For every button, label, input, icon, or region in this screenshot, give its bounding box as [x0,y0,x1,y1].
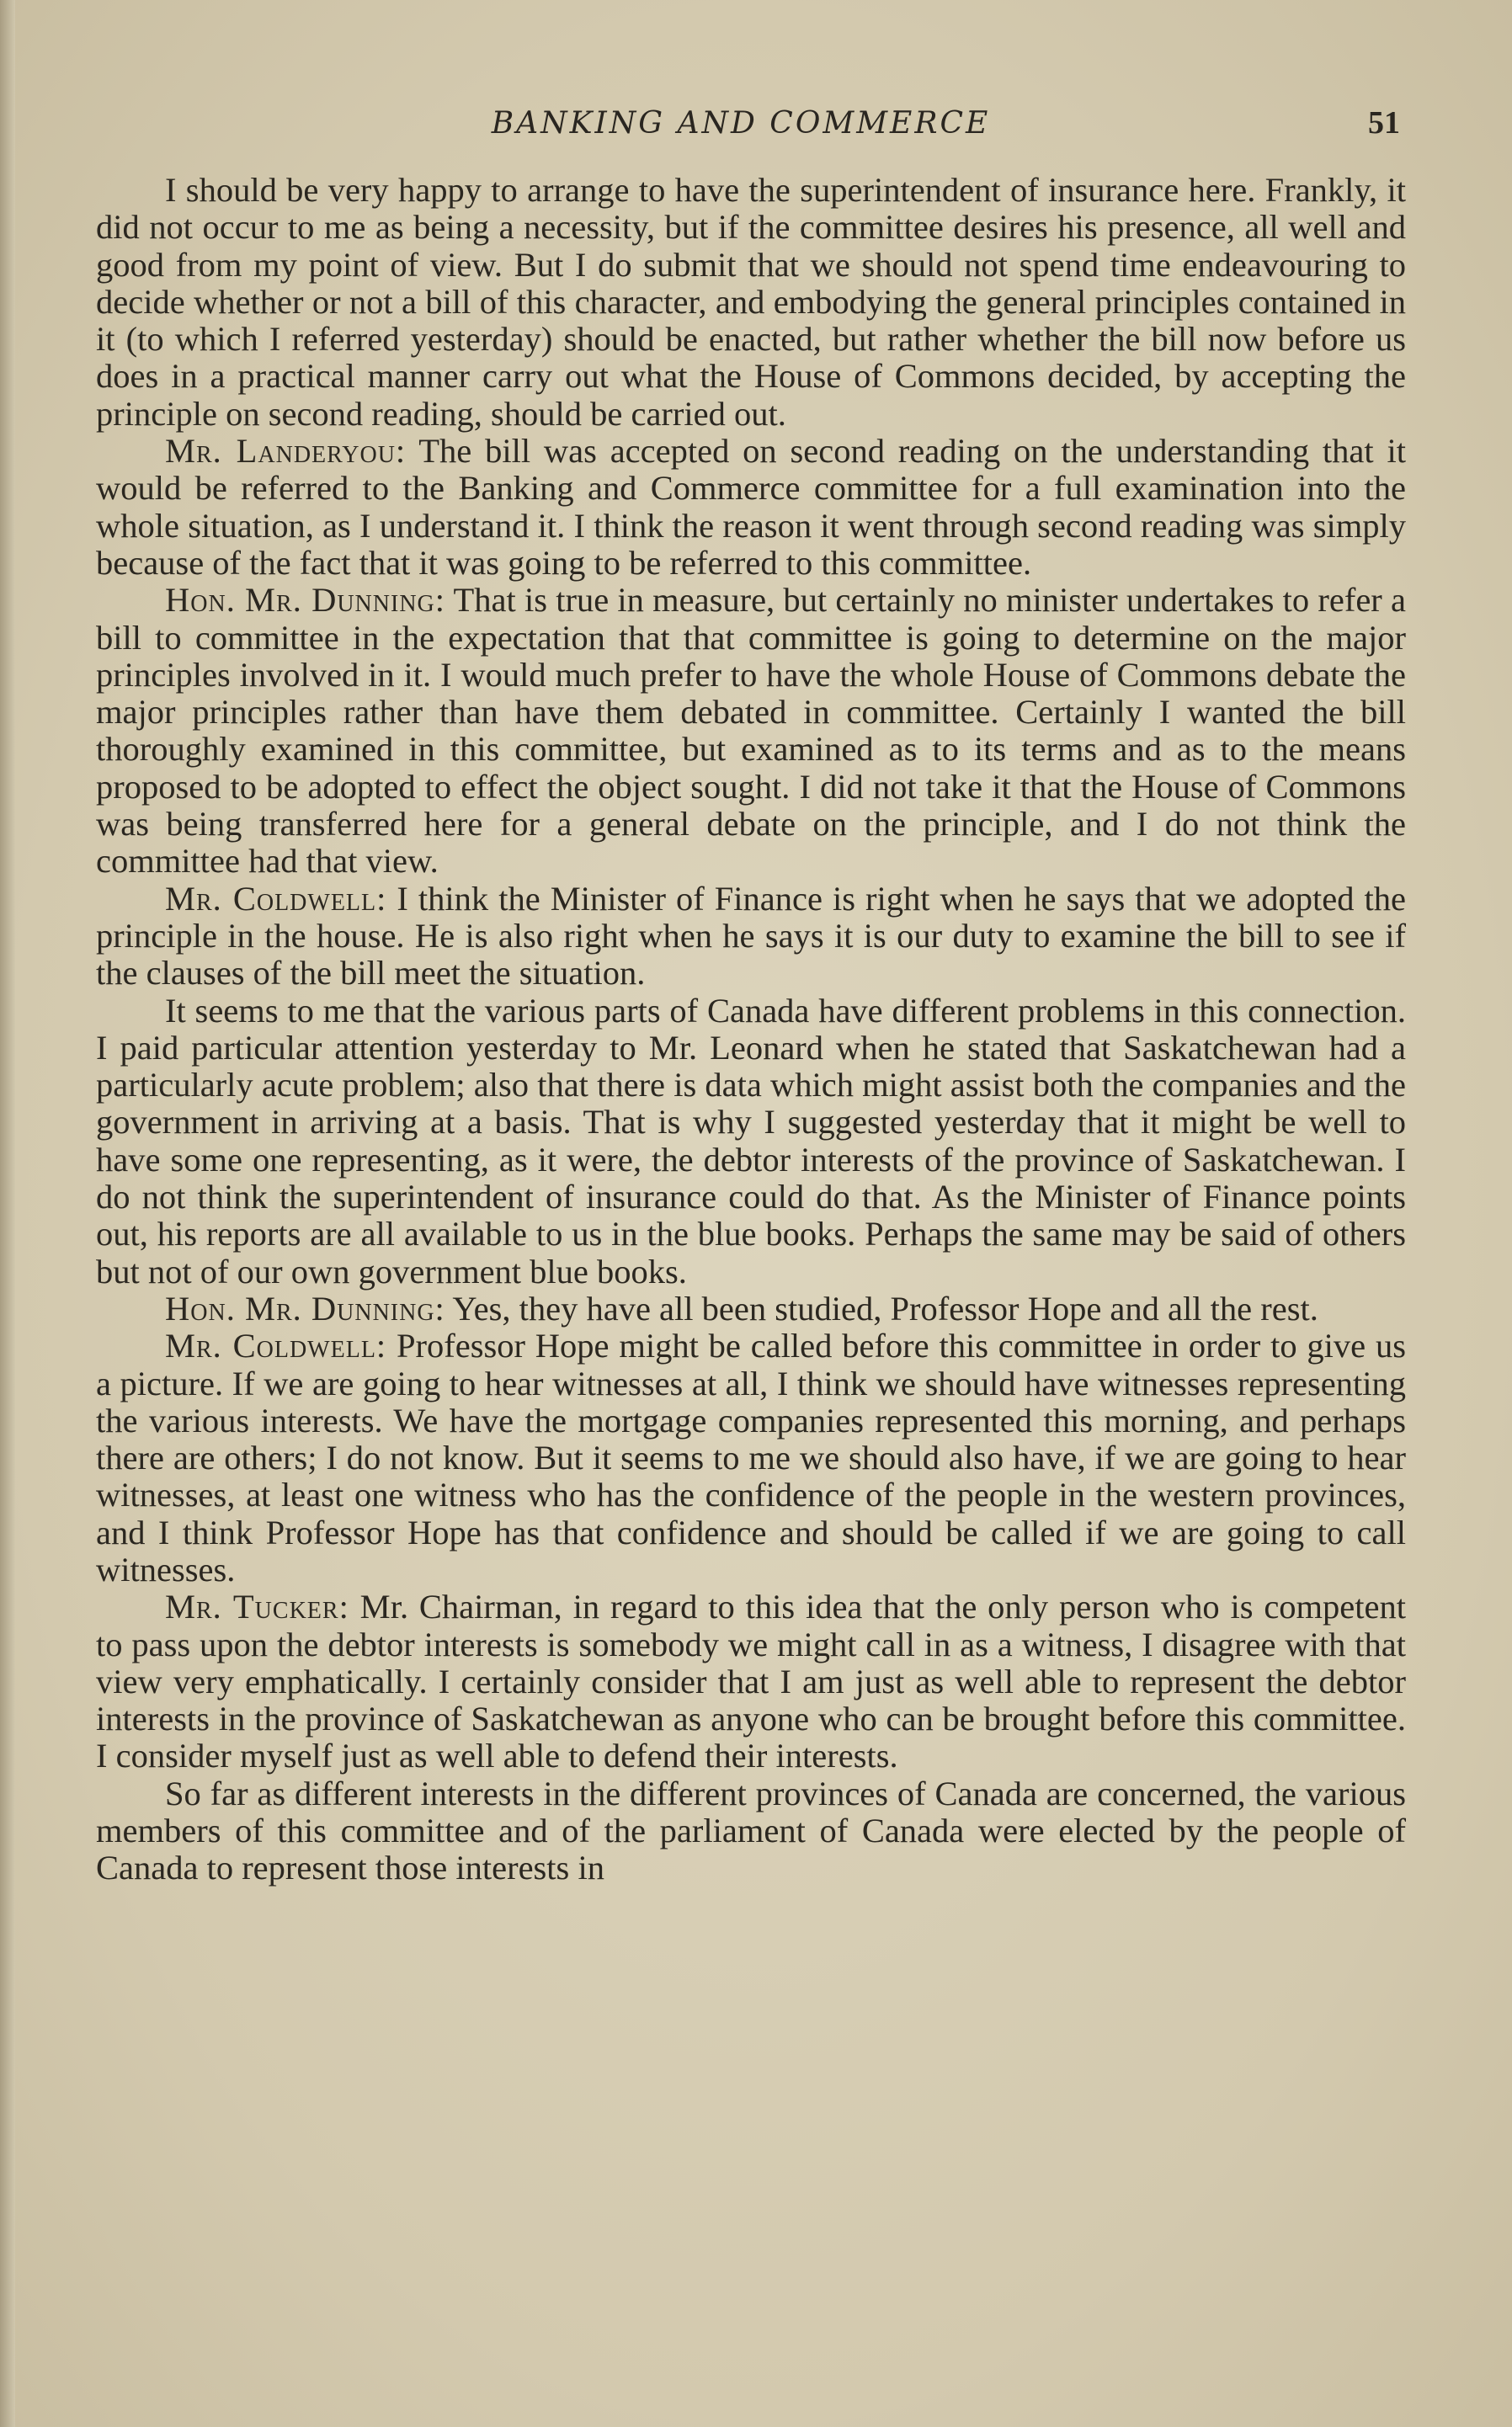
paragraph-text: That is true in measure, but certainly no minister undertakes to refer a bill to committee in the expectation that that committee is going to determine on the major principles involved in it. I would much prefer to have the whole House of Commons debate the major principles rather than have them debated in committee. Certainly I wanted the bill thoroughly examined in this committee, but examined as to its terms and as to the means proposed to be adopted to effect the object sought. I did not take it that the House of Commons was being transferred here for a general debate on the principle, and I do not think the committee had that view. [96,581,1406,881]
paragraph-text: I should be very happy to arrange to have the superintendent of insurance here. Frankly, it did not occur to me as being a necessity, but if the committee desires his presence, all well and good from my point of view. But I do submit that we should not spend time endeavouring to decide whether or not a bill of this character, and embodying the general principles contained in it (to which I referred yesterday) should be enacted, but rather whether the bill now before us does in a practical manner carry out what the House of Commons decided, by accepting the principle on second reading, should be carried out. [96,171,1406,433]
paragraph [96,433,1406,582]
paragraph [96,1775,1406,1887]
paragraph [96,1291,1406,1328]
page-spine-shadow [0,0,15,2427]
speaker-name: Hon. Mr. Dunning: [165,581,446,620]
paragraph-text: Mr. Chairman, in regard to this idea that the only person who is competent to pass upon the debtor interests is somebody we might call in as a witness, I disagree with that view very emphatically. I certainly consider that I am just as well able to represent the debtor interests in the province of Saskatchewan as anyone who can be brought before this committee. I consider myself just as well able to defend their interests. [96,1588,1407,1775]
paragraph-text: Professor Hope might be called before this committee in order to give us a picture. If we are going to hear witnesses at all, I think we should have witnesses representing the various interests. We have the mortgage companies represented this morning, and perhaps there are others; I do not know. But it seems to me we should also have, if we are going to hear witnesses, at least one witness who has the confidence of the people in the western provinces, and I think Professor Hope has that confidence and should be called if we are going to call witnesses. [96,1327,1406,1589]
paragraph-text: It seems to me that the various parts of Canada have different problems in this connection. I paid particular attention yesterday to Mr. Leonard when he stated that Saskatchewan had a particularly acute problem; also that there is data which might assist both the companies and the government in arriving at a basis. That is why I suggested yesterday that it might be well to have some one representing, as it were, the debtor interests of the province of Saskatchewan. I do not think the superintendent of insurance could do that. As the Minister of Finance points out, his reports are all available to us in the blue books. Perhaps the same may be said of others but not of our own government blue books. [96,991,1406,1291]
paragraph-text: So far as different interests in the different provinces of Canada are concerned, the various members of this committee and of the parliament of Canada were elected by the people of Canada to represent those interests in [96,1774,1406,1887]
paragraph-text: I think the Minister of Finance is right when he says that we adopted the principle in the house. He is also right when he says it is our duty to examine the bill to see if the clauses of the bill meet the situation. [96,879,1406,993]
speaker-name: Mr. Tucker: [165,1588,349,1626]
page-header [0,99,1512,150]
speaker-name: Mr. Coldwell: [165,1327,387,1365]
paragraph [96,993,1406,1291]
page-number: 51 [1368,105,1400,141]
paragraph [96,1589,1406,1775]
paragraph [96,582,1406,880]
paragraph-text: Yes, they have all been studied, Professor Hope and all the rest. [445,1289,1318,1328]
paragraph [96,172,1406,433]
running-head: BANKING AND COMMERCE [491,106,991,141]
body-text [96,172,1406,1887]
paragraph-text: The bill was accepted on second reading on the understanding that it would be referred to the Banking and Commerce committee for a full examination into the whole situation, as I understand it. I think the reason it went through second reading was simply because of the fact that it was going to be referred to this committee. [96,432,1406,582]
paragraph [96,1328,1406,1589]
speaker-name: Mr. Coldwell: [165,879,387,918]
speaker-name: Hon. Mr. Dunning: [165,1289,445,1328]
speaker-name: Mr. Landeryou: [165,432,407,471]
paragraph [96,881,1406,993]
